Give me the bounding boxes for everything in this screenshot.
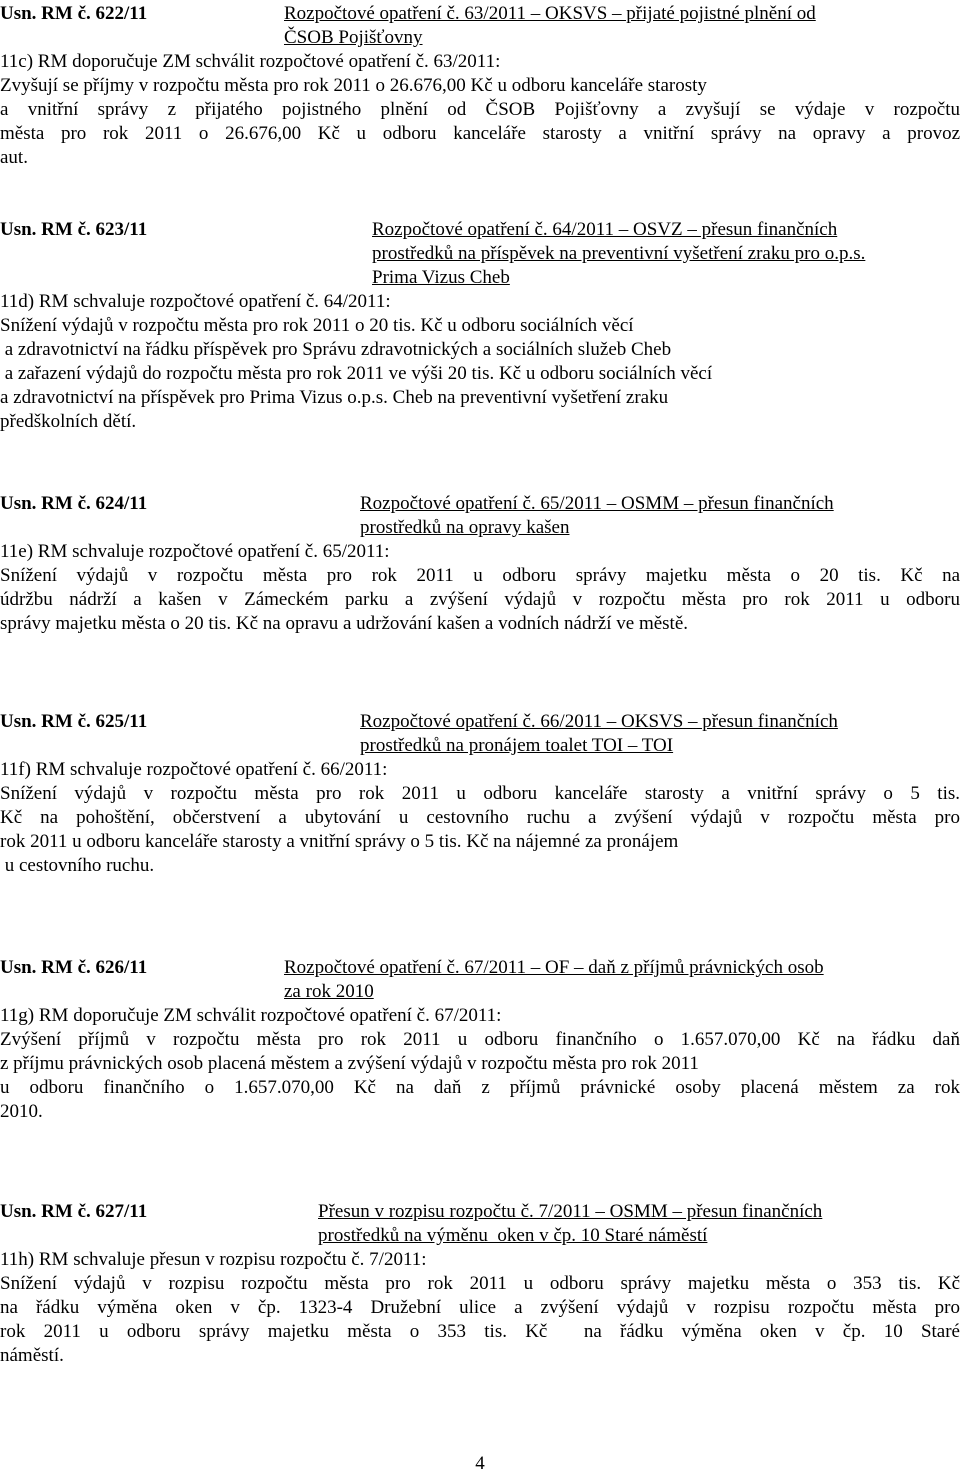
resolution-625 bbox=[0, 710, 960, 876]
resolution-626 bbox=[0, 956, 960, 1122]
text-line: Snížení výdajů v rozpočtu města pro rok 2011 o 20 tis. Kč u odboru sociálních věcí bbox=[0, 315, 634, 336]
resolution-number: Usn. RM č. 624/11 bbox=[0, 493, 148, 514]
text-line: u cestovního ruchu. bbox=[0, 855, 155, 876]
title-line: Rozpočtové opatření č. 65/2011 – OSMM – přesun finančních bbox=[360, 493, 834, 514]
text-line: Kč na pohoštění, občerstvení a ubytování u cestovního ruchu a zvýšení výdajů v rozpočtu města pro bbox=[0, 807, 960, 828]
text-line: města pro rok 2011 o 26.676,00 Kč u odboru kanceláře starosty a vnitřní správy na opravy a provoz bbox=[0, 123, 960, 144]
text-line: 11g) RM doporučuje ZM schválit rozpočtové opatření č. 67/2011: bbox=[0, 1005, 502, 1026]
text-line: správy majetku města o 20 tis. Kč na opravu a udržování kašen a vodních nádrží ve městě. bbox=[0, 613, 689, 634]
title-line: prostředků na příspěvek na preventivní vyšetření zraku pro o.p.s. bbox=[372, 243, 866, 264]
text-line: 11c) RM doporučuje ZM schválit rozpočtové opatření č. 63/2011: bbox=[0, 51, 501, 72]
title-line: prostředků na výměnu oken v čp. 10 Staré náměstí bbox=[318, 1225, 708, 1246]
resolution-title bbox=[318, 1200, 822, 1248]
text-line: rok 2011 u odboru správy majetku města o 353 tis. Kč na řádku výměna oken v čp. 10 Staré bbox=[0, 1321, 960, 1342]
text-line: z příjmu právnických osob placená městem a zvýšení výdajů v rozpočtu města pro rok 2011 bbox=[0, 1053, 699, 1074]
resolution-text bbox=[0, 540, 960, 636]
text-line: 11d) RM schvaluje rozpočtové opatření č. 64/2011: bbox=[0, 291, 391, 312]
title-line: Přesun v rozpisu rozpočtu č. 7/2011 – OSMM – přesun finančních bbox=[318, 1201, 823, 1222]
text-line: Snížení výdajů v rozpočtu města pro rok 2011 u odboru kanceláře starosty a vnitřní správy o 5 tis. bbox=[0, 783, 960, 804]
text-line: aut. bbox=[0, 147, 28, 168]
title-line: Rozpočtové opatření č. 66/2011 – OKSVS – přesun finančních bbox=[360, 711, 838, 732]
text-line: předškolních dětí. bbox=[0, 411, 137, 432]
title-line: prostředků na opravy kašen bbox=[360, 517, 570, 538]
text-line: Snížení výdajů v rozpočtu města pro rok 2011 u odboru správy majetku města o 20 tis. Kč na bbox=[0, 565, 960, 586]
resolution-624 bbox=[0, 492, 960, 634]
resolution-title bbox=[372, 218, 865, 290]
resolution-text bbox=[0, 758, 960, 878]
text-line: a zdravotnictví na příspěvek pro Prima Vizus o.p.s. Cheb na preventivní vyšetření zraku bbox=[0, 387, 669, 408]
title-line: Prima Vizus Cheb bbox=[372, 267, 510, 288]
resolution-title bbox=[360, 492, 834, 540]
resolution-text bbox=[0, 50, 960, 170]
text-line: u odboru finančního o 1.657.070,00 Kč na daň z příjmů právnické osoby placená městem za rok bbox=[0, 1077, 960, 1098]
title-line: prostředků na pronájem toalet TOI – TOI bbox=[360, 735, 674, 756]
text-line: 11f) RM schvaluje rozpočtové opatření č. 66/2011: bbox=[0, 759, 388, 780]
text-line: Snížení výdajů v rozpisu rozpočtu města pro rok 2011 u odboru správy majetku města o 353 tis. Kč bbox=[0, 1273, 960, 1294]
text-line: a vnitřní správy z přijatého pojistného plnění od ČSOB Pojišťovny a zvyšují se výdaje v rozpočtu bbox=[0, 99, 960, 120]
title-line: ČSOB Pojišťovny bbox=[284, 27, 423, 48]
resolution-title bbox=[360, 710, 838, 758]
text-line: Zvýšení příjmů v rozpočtu města pro rok 2011 u odboru finančního o 1.657.070,00 Kč na řádku daň bbox=[0, 1029, 960, 1050]
text-line: náměstí. bbox=[0, 1345, 64, 1366]
resolution-number: Usn. RM č. 627/11 bbox=[0, 1201, 148, 1222]
resolution-number: Usn. RM č. 622/11 bbox=[0, 3, 148, 24]
text-line: a zdravotnictví na řádku příspěvek pro Správu zdravotnických a sociálních služeb Cheb bbox=[0, 339, 672, 360]
resolution-number: Usn. RM č. 626/11 bbox=[0, 957, 148, 978]
text-line: Zvyšují se příjmy v rozpočtu města pro rok 2011 o 26.676,00 Kč u odboru kanceláře starosty bbox=[0, 75, 707, 96]
text-line: 11e) RM schvaluje rozpočtové opatření č. 65/2011: bbox=[0, 541, 390, 562]
resolution-text bbox=[0, 1248, 960, 1368]
title-line: za rok 2010 bbox=[284, 981, 374, 1002]
resolution-622 bbox=[0, 2, 960, 168]
title-line: Rozpočtové opatření č. 67/2011 – OF – daň z příjmů právnických osob bbox=[284, 957, 824, 978]
title-line: Rozpočtové opatření č. 64/2011 – OSVZ – přesun finančních bbox=[372, 219, 838, 240]
resolution-627 bbox=[0, 1200, 960, 1366]
text-line: 11h) RM schvaluje přesun v rozpisu rozpočtu č. 7/2011: bbox=[0, 1249, 427, 1270]
resolution-number: Usn. RM č. 625/11 bbox=[0, 711, 148, 732]
text-line: a zařazení výdajů do rozpočtu města pro rok 2011 ve výši 20 tis. Kč u odboru sociálních věcí bbox=[0, 363, 713, 384]
text-line: údržbu nádrží a kašen v Zámeckém parku a zvýšení výdajů v rozpočtu města pro rok 2011 u odboru bbox=[0, 589, 960, 610]
title-line: Rozpočtové opatření č. 63/2011 – OKSVS – přijaté pojistné plnění od bbox=[284, 3, 816, 24]
text-line: rok 2011 u odboru kanceláře starosty a vnitřní správy o 5 tis. Kč na nájemné za pronájem bbox=[0, 831, 679, 852]
resolution-text bbox=[0, 1004, 960, 1124]
resolution-title bbox=[284, 2, 816, 50]
text-line: na řádku výměna oken v čp. 1323-4 Družební ulice a zvýšení výdajů v rozpisu rozpočtu města pro bbox=[0, 1297, 960, 1318]
resolution-number: Usn. RM č. 623/11 bbox=[0, 219, 148, 240]
resolution-623 bbox=[0, 218, 960, 432]
text-line: 2010. bbox=[0, 1101, 43, 1122]
resolution-text bbox=[0, 290, 960, 434]
resolution-title bbox=[284, 956, 824, 1004]
page-number: 4 bbox=[475, 1453, 485, 1474]
